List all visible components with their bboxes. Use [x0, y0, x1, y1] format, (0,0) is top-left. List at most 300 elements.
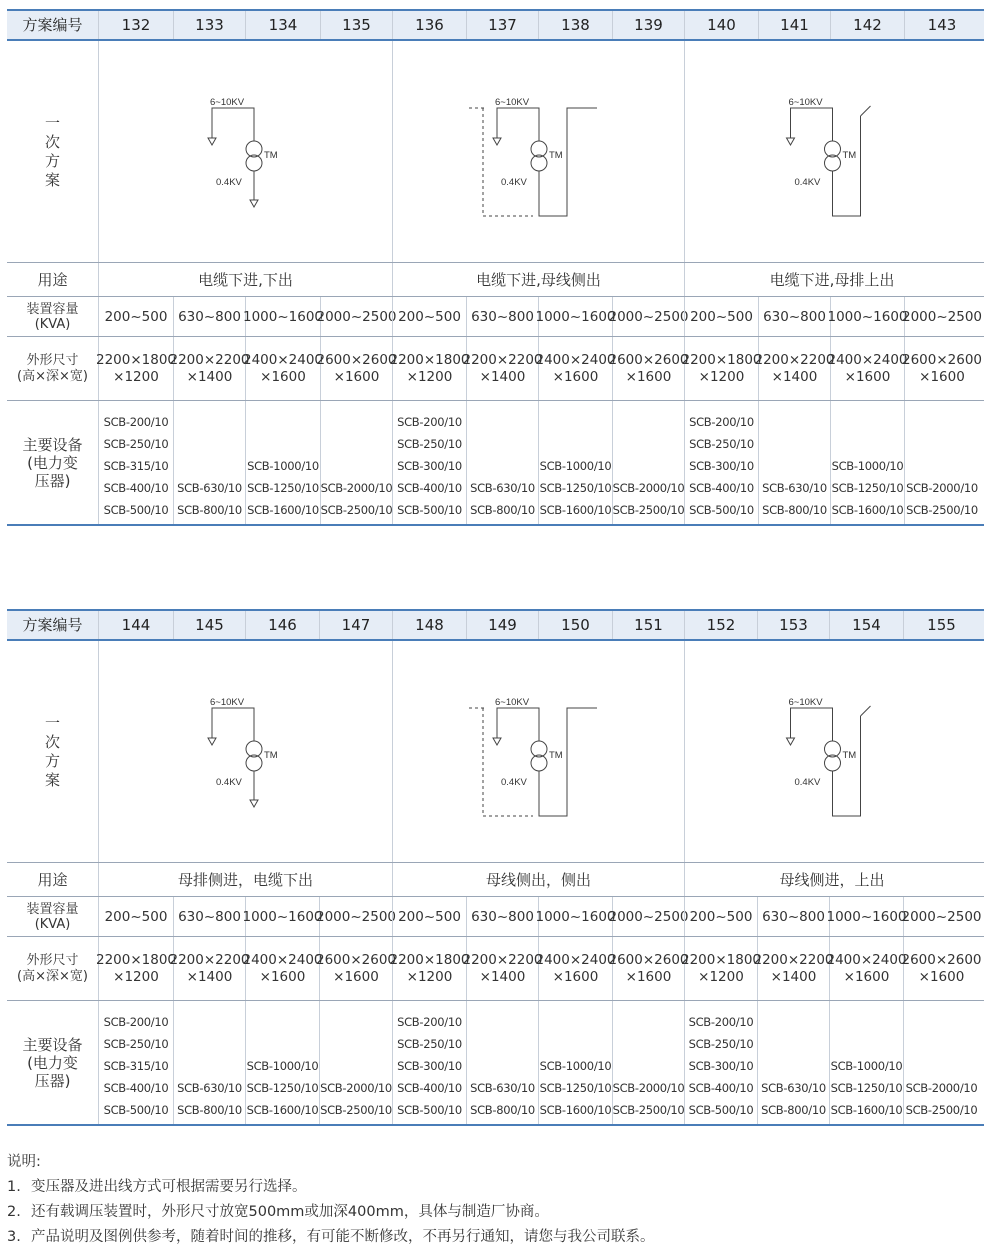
scheme-number: 142: [830, 11, 904, 39]
size-value-line: 2600×2600: [608, 951, 689, 968]
scheme-number: 138: [538, 11, 612, 39]
voltage-label: 6~10KV: [209, 696, 244, 708]
equipment-model: SCB-315/10: [103, 1059, 169, 1073]
capacity-value: 1000~1600: [830, 297, 904, 336]
equipment-model: SCB-1000/10: [830, 1059, 903, 1073]
diagram-cell: [392, 641, 684, 862]
transformer-label: TM: [548, 149, 563, 161]
size-value-line: ×1600: [919, 368, 965, 385]
size-value-line: 2400×2400: [242, 351, 324, 368]
scheme-number: 151: [612, 611, 684, 639]
size-value: [608, 937, 689, 1000]
note-item: [7, 1225, 655, 1250]
size-value-line: 2400×2400: [826, 951, 907, 968]
equipment-value: [173, 1001, 245, 1124]
equipment-value: [612, 1001, 684, 1124]
equipment-model: SCB-2000/10: [612, 1081, 685, 1095]
equipment-model: SCB-200/10: [103, 415, 169, 429]
capacity-label-line: (KVA): [34, 316, 71, 332]
equipment-value: [245, 1001, 319, 1124]
scheme-number: 139: [612, 11, 684, 39]
size-value-line: ×1200: [406, 968, 453, 985]
usage-value: 母线侧出，侧出: [392, 863, 684, 896]
size-row: [7, 937, 984, 1001]
ground-arrow: [786, 738, 794, 745]
usage-row: [7, 863, 984, 897]
voltage-label: 6~10KV: [209, 96, 244, 108]
diagram-label-cell: [7, 641, 98, 862]
size-value: [462, 937, 543, 1000]
transformer-label: TM: [548, 749, 563, 761]
size-value-line: ×1200: [698, 968, 744, 985]
equipment-model: SCB-1250/10: [246, 1081, 319, 1095]
equipment-model: SCB-200/10: [103, 1015, 169, 1029]
equipment-model: SCB-2500/10: [320, 1103, 392, 1117]
cable-line: [497, 108, 539, 141]
cable-line: [497, 708, 539, 741]
size-value-line: 2200×1800: [680, 951, 762, 968]
capacity-value: 200~500: [98, 297, 173, 336]
equipment-model: SCB-2000/10: [905, 1081, 978, 1095]
size-value-line: ×1600: [625, 968, 672, 985]
cable-line: [790, 708, 832, 741]
size-label: [7, 937, 98, 1000]
equipment-model: SCB-630/10: [470, 1081, 535, 1095]
equipment-model: SCB-2000/10: [612, 481, 685, 495]
equipment-label-line: (电力变: [27, 453, 78, 472]
capacity-value: 2000~2500: [319, 897, 392, 936]
equipment-model: SCB-200/10: [397, 415, 462, 429]
busbar-dashed: [483, 708, 533, 816]
voltage-label: 6~10KV: [788, 96, 823, 108]
equipment-model: SCB-630/10: [470, 481, 535, 495]
size-value: [753, 937, 834, 1000]
equipment-value: [392, 401, 466, 524]
size-value: [169, 937, 250, 1000]
equipment-model: SCB-2500/10: [612, 1103, 685, 1117]
capacity-label-line: (KVA): [34, 916, 71, 932]
equipment-model: SCB-250/10: [103, 1037, 169, 1051]
equipment-model: SCB-1000/10: [539, 459, 612, 473]
cable-line: [212, 108, 254, 141]
equipment-model: SCB-1600/10: [539, 503, 612, 517]
size-value-line: 2200×2200: [754, 351, 835, 368]
scheme-number: 146: [245, 611, 319, 639]
capacity-value: 200~500: [392, 897, 466, 936]
note-item: [7, 1175, 655, 1200]
usage-label: 用途: [37, 270, 68, 289]
size-value: [95, 337, 177, 400]
scheme-number: 135: [320, 11, 392, 39]
equipment-model: SCB-200/10: [397, 1015, 462, 1029]
capacity-value: 630~800: [466, 897, 538, 936]
equipment-model: SCB-2500/10: [905, 1103, 978, 1117]
usage-label: 用途: [37, 870, 68, 889]
diagram-svg: [100, 43, 392, 261]
size-row: [7, 337, 984, 401]
size-value: [901, 337, 983, 400]
diagram-row: [7, 41, 984, 263]
size-value-line: 2600×2600: [608, 351, 689, 368]
equipment-model: SCB-250/10: [397, 437, 462, 451]
scheme-number: 152: [684, 611, 757, 639]
voltage-label: 6~10KV: [494, 96, 529, 108]
equipment-value: [245, 401, 320, 524]
size-value-line: 2200×2200: [462, 351, 543, 368]
equipment-value: [538, 401, 612, 524]
size-value: [242, 337, 324, 400]
equipment-value: [173, 401, 245, 524]
size-value-line: ×1200: [406, 368, 453, 385]
size-value-line: 2400×2400: [535, 951, 616, 968]
ground-arrow: [786, 138, 794, 145]
capacity-value: 200~500: [684, 297, 758, 336]
equipment-model: SCB-300/10: [397, 1059, 462, 1073]
equipment-label-line: 压器): [34, 471, 71, 490]
single-line-diagram: [469, 108, 597, 216]
capacity-value: 2000~2500: [612, 897, 684, 936]
single-line-diagram: [786, 706, 870, 816]
equipment-value: [98, 1001, 173, 1124]
size-value-line: ×1600: [625, 368, 672, 385]
equipment-model: SCB-630/10: [177, 481, 242, 495]
cable-line: [790, 108, 832, 141]
size-value-line: ×1600: [552, 368, 599, 385]
capacity-value: 630~800: [466, 297, 538, 336]
size-value: [608, 337, 689, 400]
equipment-model: SCB-2500/10: [612, 503, 685, 517]
equipment-value: [392, 1001, 466, 1124]
busbar-up: [832, 116, 860, 216]
size-value-line: ×1600: [843, 968, 890, 985]
scheme-number: 133: [173, 11, 245, 39]
size-value-line: ×1600: [333, 368, 380, 385]
scheme-number-row: [7, 9, 984, 41]
scheme-number: 134: [245, 11, 320, 39]
single-line-diagram: [469, 708, 597, 816]
equipment-model: SCB-800/10: [177, 503, 242, 517]
size-label-line: 外形尺寸: [26, 352, 79, 368]
equipment-model: SCB-400/10: [103, 481, 169, 495]
size-value-line: 2200×1800: [681, 351, 762, 368]
busbar-dashed: [483, 108, 533, 216]
size-value-line: 2600×2600: [316, 351, 397, 368]
note-text: 变压器及进出线方式可根据需要另行选择。: [31, 1179, 307, 1195]
size-value-line: 2200×1800: [389, 951, 470, 968]
note-text: 产品说明及图例供参考，随着时间的推移，有可能不断修改，不再另行通知，请您与我公司联系。: [31, 1229, 655, 1245]
size-value-line: 2200×2200: [753, 951, 834, 968]
scheme-table-2: [7, 609, 984, 1126]
equipment-model: SCB-1250/10: [539, 481, 612, 495]
equipment-value: [320, 401, 392, 524]
equipment-label-line: 压器): [34, 1071, 71, 1090]
size-value: [827, 337, 908, 400]
equipment-model: SCB-1000/10: [539, 1059, 612, 1073]
size-value-line: ×1600: [918, 968, 965, 985]
size-value-line: 2200×2200: [169, 351, 250, 368]
scheme-number: 141: [758, 11, 830, 39]
capacity-label-line: 装置容量: [26, 301, 79, 317]
ground-arrow: [208, 738, 216, 745]
size-value-line: 2400×2400: [242, 951, 323, 968]
scheme-number-label: 方案编号: [22, 616, 83, 634]
note-number: 2.: [7, 1204, 21, 1220]
capacity-label: [7, 297, 98, 336]
size-value: [754, 337, 835, 400]
notes-section: [7, 1150, 655, 1250]
equipment-model: SCB-400/10: [688, 1081, 754, 1095]
equipment-model: SCB-500/10: [103, 1103, 169, 1117]
single-line-diagram: [208, 108, 262, 207]
scheme-number: 145: [173, 611, 245, 639]
equipment-model: SCB-200/10: [689, 415, 754, 429]
scheme-number: 136: [392, 11, 466, 39]
equipment-model: SCB-400/10: [397, 481, 462, 495]
capacity-value: 200~500: [684, 897, 757, 936]
equipment-model: SCB-400/10: [103, 1081, 169, 1095]
diagram-row: [7, 641, 984, 863]
disconnect-switch: [860, 706, 870, 716]
size-value-line: ×1600: [260, 368, 306, 385]
transformer-label: TM: [842, 749, 856, 761]
size-value-line: 2200×2200: [169, 951, 250, 968]
size-label-line: (高×深×宽): [17, 368, 88, 384]
size-value-line: 2400×2400: [827, 351, 908, 368]
scheme-number: 140: [684, 11, 758, 39]
diagram-cell: [98, 641, 392, 862]
size-value: [95, 937, 177, 1000]
diagram-label-cell: [7, 41, 98, 262]
equipment-model: SCB-500/10: [689, 503, 754, 517]
capacity-value: 2000~2500: [612, 297, 684, 336]
size-value: [680, 937, 762, 1000]
capacity-value: 2000~2500: [320, 297, 392, 336]
equipment-row: [7, 401, 984, 526]
size-value: [316, 337, 397, 400]
size-value-line: 2200×2200: [462, 951, 543, 968]
size-value-line: ×1200: [113, 368, 159, 385]
single-line-diagram: [786, 106, 870, 216]
size-value-line: ×1400: [186, 968, 233, 985]
low-voltage-label: 0.4KV: [500, 776, 527, 788]
equipment-model: SCB-2500/10: [320, 503, 393, 517]
capacity-value: 2000~2500: [903, 897, 979, 936]
usage-row: [7, 263, 984, 297]
equipment-model: SCB-2000/10: [320, 1081, 392, 1095]
equipment-model: SCB-1600/10: [539, 1103, 612, 1117]
equipment-model: SCB-1250/10: [831, 481, 904, 495]
capacity-value: 630~800: [757, 897, 829, 936]
equipment-row: [7, 1001, 984, 1126]
diagram-cell: [684, 641, 979, 862]
equipment-model: SCB-300/10: [688, 1059, 754, 1073]
equipment-value: [466, 401, 538, 524]
notes-title: 说明:: [7, 1154, 41, 1170]
note-item: [7, 1200, 655, 1225]
diagram-label: 一次方案: [44, 713, 60, 789]
scheme-number: 153: [757, 611, 829, 639]
size-value-line: 2200×1800: [95, 351, 177, 368]
equipment-value: [684, 401, 758, 524]
diagram-cell: [684, 41, 979, 262]
equipment-value: [903, 1001, 979, 1124]
equipment-value: [684, 1001, 757, 1124]
equipment-label-line: (电力变: [27, 1053, 78, 1072]
low-voltage-label: 0.4KV: [794, 776, 820, 788]
size-value: [462, 337, 543, 400]
scheme-number: 150: [538, 611, 612, 639]
equipment-model: SCB-1000/10: [247, 459, 319, 473]
equipment-model: SCB-2500/10: [906, 503, 978, 517]
disconnect-switch: [860, 106, 870, 116]
equipment-model: SCB-250/10: [397, 1037, 462, 1051]
equipment-value: [319, 1001, 392, 1124]
scheme-number: 143: [904, 11, 979, 39]
size-value-line: 2600×2600: [315, 951, 397, 968]
equipment-value: [830, 401, 904, 524]
scheme-number: 155: [903, 611, 979, 639]
size-value-line: ×1400: [479, 968, 526, 985]
diagram-svg: [394, 643, 684, 861]
equipment-label-line: 主要设备: [22, 435, 83, 454]
capacity-value: 200~500: [98, 897, 173, 936]
note-number: 1.: [7, 1179, 21, 1195]
size-value: [169, 337, 250, 400]
capacity-value: 1000~1600: [538, 897, 612, 936]
usage-value: 母线侧进，上出: [684, 863, 979, 896]
equipment-model: SCB-800/10: [761, 1103, 826, 1117]
capacity-value: 630~800: [173, 297, 245, 336]
size-value: [901, 937, 982, 1000]
capacity-value: 2000~2500: [904, 297, 979, 336]
usage-value: 电缆下进,母线侧出: [392, 263, 684, 296]
capacity-value: 1000~1600: [245, 297, 320, 336]
size-value-line: 2600×2600: [901, 951, 982, 968]
low-voltage-label: 0.4KV: [794, 176, 820, 188]
size-value-line: ×1600: [259, 968, 306, 985]
equipment-value: [758, 401, 830, 524]
equipment-model: SCB-1250/10: [247, 481, 319, 495]
equipment-model: SCB-2000/10: [320, 481, 393, 495]
capacity-value: 200~500: [392, 297, 466, 336]
diagram-cell: [392, 41, 684, 262]
cable-line: [212, 708, 254, 741]
outgoing-arrow: [250, 200, 258, 207]
size-value-line: ×1400: [186, 368, 233, 385]
capacity-row: [7, 297, 984, 337]
equipment-model: SCB-1250/10: [539, 1081, 612, 1095]
equipment-model: SCB-500/10: [688, 1103, 754, 1117]
equipment-model: SCB-300/10: [689, 459, 754, 473]
size-value-line: ×1600: [844, 368, 891, 385]
equipment-value: [98, 401, 173, 524]
capacity-value: 1000~1600: [538, 297, 612, 336]
equipment-value: [829, 1001, 903, 1124]
equipment-model: SCB-250/10: [688, 1037, 754, 1051]
equipment-model: SCB-1600/10: [247, 503, 319, 517]
equipment-value: [538, 1001, 612, 1124]
scheme-number: 132: [98, 11, 173, 39]
capacity-label: [7, 897, 98, 936]
ground-arrow: [493, 738, 501, 745]
equipment-model: SCB-2000/10: [906, 481, 978, 495]
size-value-line: 2400×2400: [535, 351, 616, 368]
size-value-line: ×1200: [698, 368, 745, 385]
equipment-model: SCB-250/10: [689, 437, 754, 451]
busbar-side: [539, 708, 597, 816]
scheme-number: 144: [98, 611, 173, 639]
scheme-table-1: [7, 9, 984, 526]
equipment-model: SCB-1600/10: [246, 1103, 319, 1117]
usage-value: 电缆下进,母排上出: [684, 263, 979, 296]
equipment-label: [7, 401, 98, 524]
equipment-model: SCB-1250/10: [830, 1081, 903, 1095]
ground-arrow: [208, 138, 216, 145]
busbar-up: [832, 716, 860, 816]
diagram-cell: [98, 41, 392, 262]
voltage-label: 6~10KV: [788, 696, 823, 708]
scheme-number: 137: [466, 11, 538, 39]
low-voltage-label: 0.4KV: [215, 776, 242, 788]
note-text: 还有载调压装置时，外形尺寸放宽500mm或加深400mm，具体与制造厂协商。: [31, 1204, 549, 1220]
diagram-svg: [394, 43, 684, 261]
equipment-model: SCB-1000/10: [831, 459, 904, 473]
transformer-label: TM: [263, 149, 278, 161]
size-value-line: ×1400: [771, 368, 818, 385]
scheme-number: 154: [829, 611, 903, 639]
low-voltage-label: 0.4KV: [500, 176, 527, 188]
equipment-model: SCB-500/10: [397, 1103, 462, 1117]
equipment-model: SCB-200/10: [688, 1015, 754, 1029]
scheme-number: 147: [319, 611, 392, 639]
scheme-number: 149: [466, 611, 538, 639]
single-line-diagram: [208, 708, 262, 807]
capacity-label-line: 装置容量: [26, 901, 79, 917]
size-label: [7, 337, 98, 400]
equipment-value: [612, 401, 684, 524]
equipment-model: SCB-1000/10: [246, 1059, 319, 1073]
equipment-model: SCB-315/10: [103, 459, 169, 473]
size-value-line: ×1200: [113, 968, 159, 985]
size-value-line: 2200×1800: [95, 951, 177, 968]
equipment-model: SCB-800/10: [470, 503, 535, 517]
size-value: [389, 937, 470, 1000]
size-value: [242, 937, 323, 1000]
size-value-line: ×1400: [479, 368, 526, 385]
equipment-value: [757, 1001, 829, 1124]
equipment-model: SCB-800/10: [470, 1103, 535, 1117]
equipment-label-line: 主要设备: [22, 1035, 83, 1054]
size-value-line: ×1400: [770, 968, 817, 985]
size-value: [389, 337, 470, 400]
size-value-line: ×1600: [552, 968, 599, 985]
equipment-model: SCB-300/10: [397, 459, 462, 473]
equipment-model: SCB-800/10: [762, 503, 827, 517]
voltage-label: 6~10KV: [494, 696, 529, 708]
equipment-model: SCB-1600/10: [830, 1103, 903, 1117]
equipment-model: SCB-630/10: [177, 1081, 242, 1095]
size-value: [535, 337, 616, 400]
low-voltage-label: 0.4KV: [215, 176, 242, 188]
equipment-model: SCB-250/10: [103, 437, 169, 451]
size-value-line: 2200×1800: [389, 351, 470, 368]
busbar-side: [539, 108, 597, 216]
equipment-value: [466, 1001, 538, 1124]
diagram-svg: [686, 43, 979, 261]
diagram-svg: [686, 643, 979, 861]
capacity-value: 630~800: [173, 897, 245, 936]
transformer-label: TM: [842, 149, 856, 161]
